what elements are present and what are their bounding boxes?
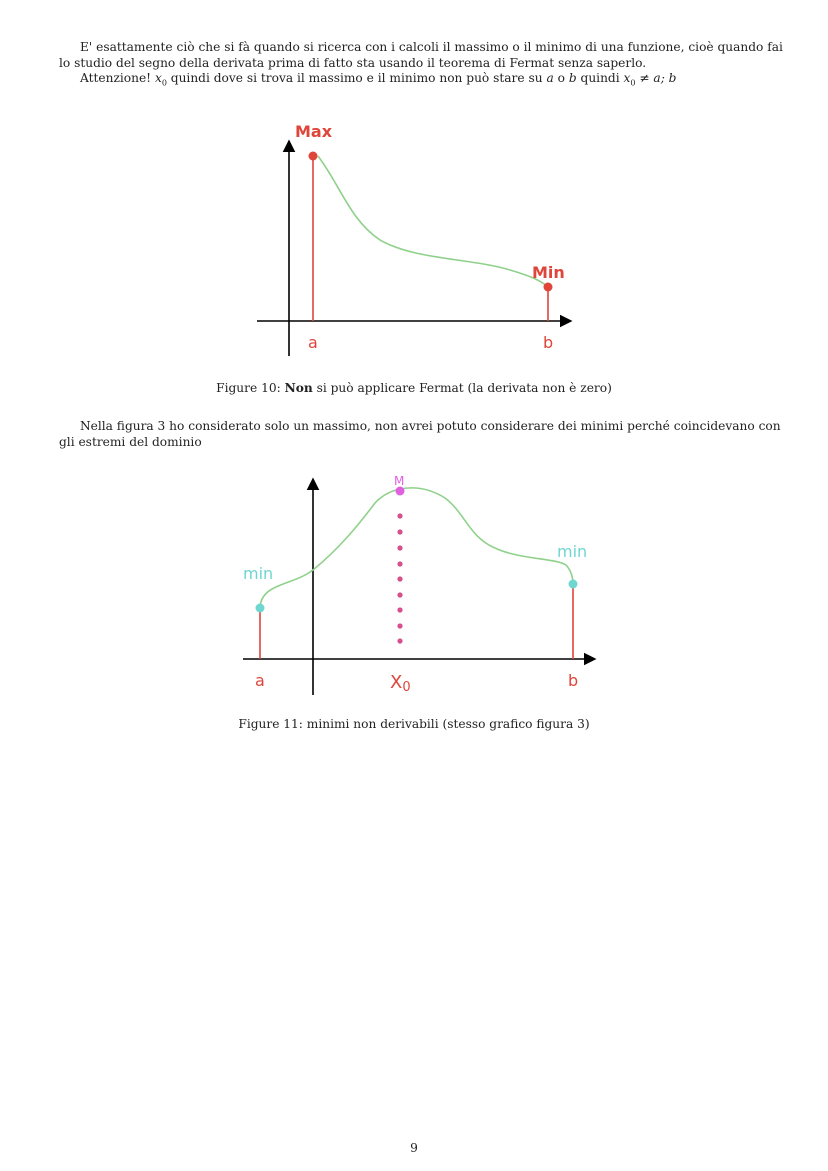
max-label: Max xyxy=(295,122,333,141)
paragraph-line: Nella figura 3 ho considerato solo un massimo, non avrei potuto considerare dei minimi perché coincidevano con xyxy=(80,419,781,433)
paragraph-line: E' esattamente ciò che si fà quando si ricerca con i calcoli il massimo o il minimo di una funzione, cioè quando fai xyxy=(80,40,783,54)
b-label: b xyxy=(568,671,579,690)
function-curve xyxy=(318,156,548,287)
x0-dot xyxy=(397,513,402,518)
paragraph-fermat-intro xyxy=(59,40,783,91)
x0-dot xyxy=(397,623,402,628)
x0-dot xyxy=(397,576,402,581)
min-point-left xyxy=(256,604,265,613)
m-label: M xyxy=(394,474,405,488)
paragraph-line: lo studio del segno della derivata prima di fatto sta usando il teorema di Fermat senza saperlo. xyxy=(59,55,647,70)
paragraph-line-attention: Attenzione! $x_0$ quindi dove si trova il massimo e il minimo non può stare su a o b quindi $x_0 \ne a$; b xyxy=(80,71,677,88)
x0-label: X0 xyxy=(390,672,411,695)
a-label: a xyxy=(255,671,265,690)
paragraph-line: gli estremi del dominio xyxy=(59,434,202,449)
figure-11-caption: Figure 11: minimi non derivabili (stesso grafico figura 3) xyxy=(238,717,590,731)
x0-dot xyxy=(397,607,402,612)
min-point xyxy=(544,283,553,292)
x0-dot xyxy=(397,529,402,534)
x0-dot xyxy=(397,592,402,597)
min-label-left: min xyxy=(243,564,274,583)
x0-dotted-line xyxy=(397,513,402,643)
b-label: b xyxy=(543,333,554,352)
min-point-right xyxy=(569,580,578,589)
a-label: a xyxy=(308,333,318,352)
function-curve xyxy=(260,488,573,608)
x0-dot xyxy=(397,561,402,566)
max-point xyxy=(309,152,318,161)
figure-10-graph xyxy=(240,110,590,365)
min-label: Min xyxy=(532,263,565,282)
min-label-right: min xyxy=(557,542,588,561)
page-number: 9 xyxy=(410,1141,418,1155)
paragraph-figure-3-note xyxy=(59,419,781,450)
x0-dot xyxy=(397,638,402,643)
x0-dot xyxy=(397,545,402,550)
figure-10-caption: Figure 10: Non si può applicare Fermat (la derivata non è zero) xyxy=(216,381,612,395)
figure-11-graph xyxy=(230,468,610,703)
